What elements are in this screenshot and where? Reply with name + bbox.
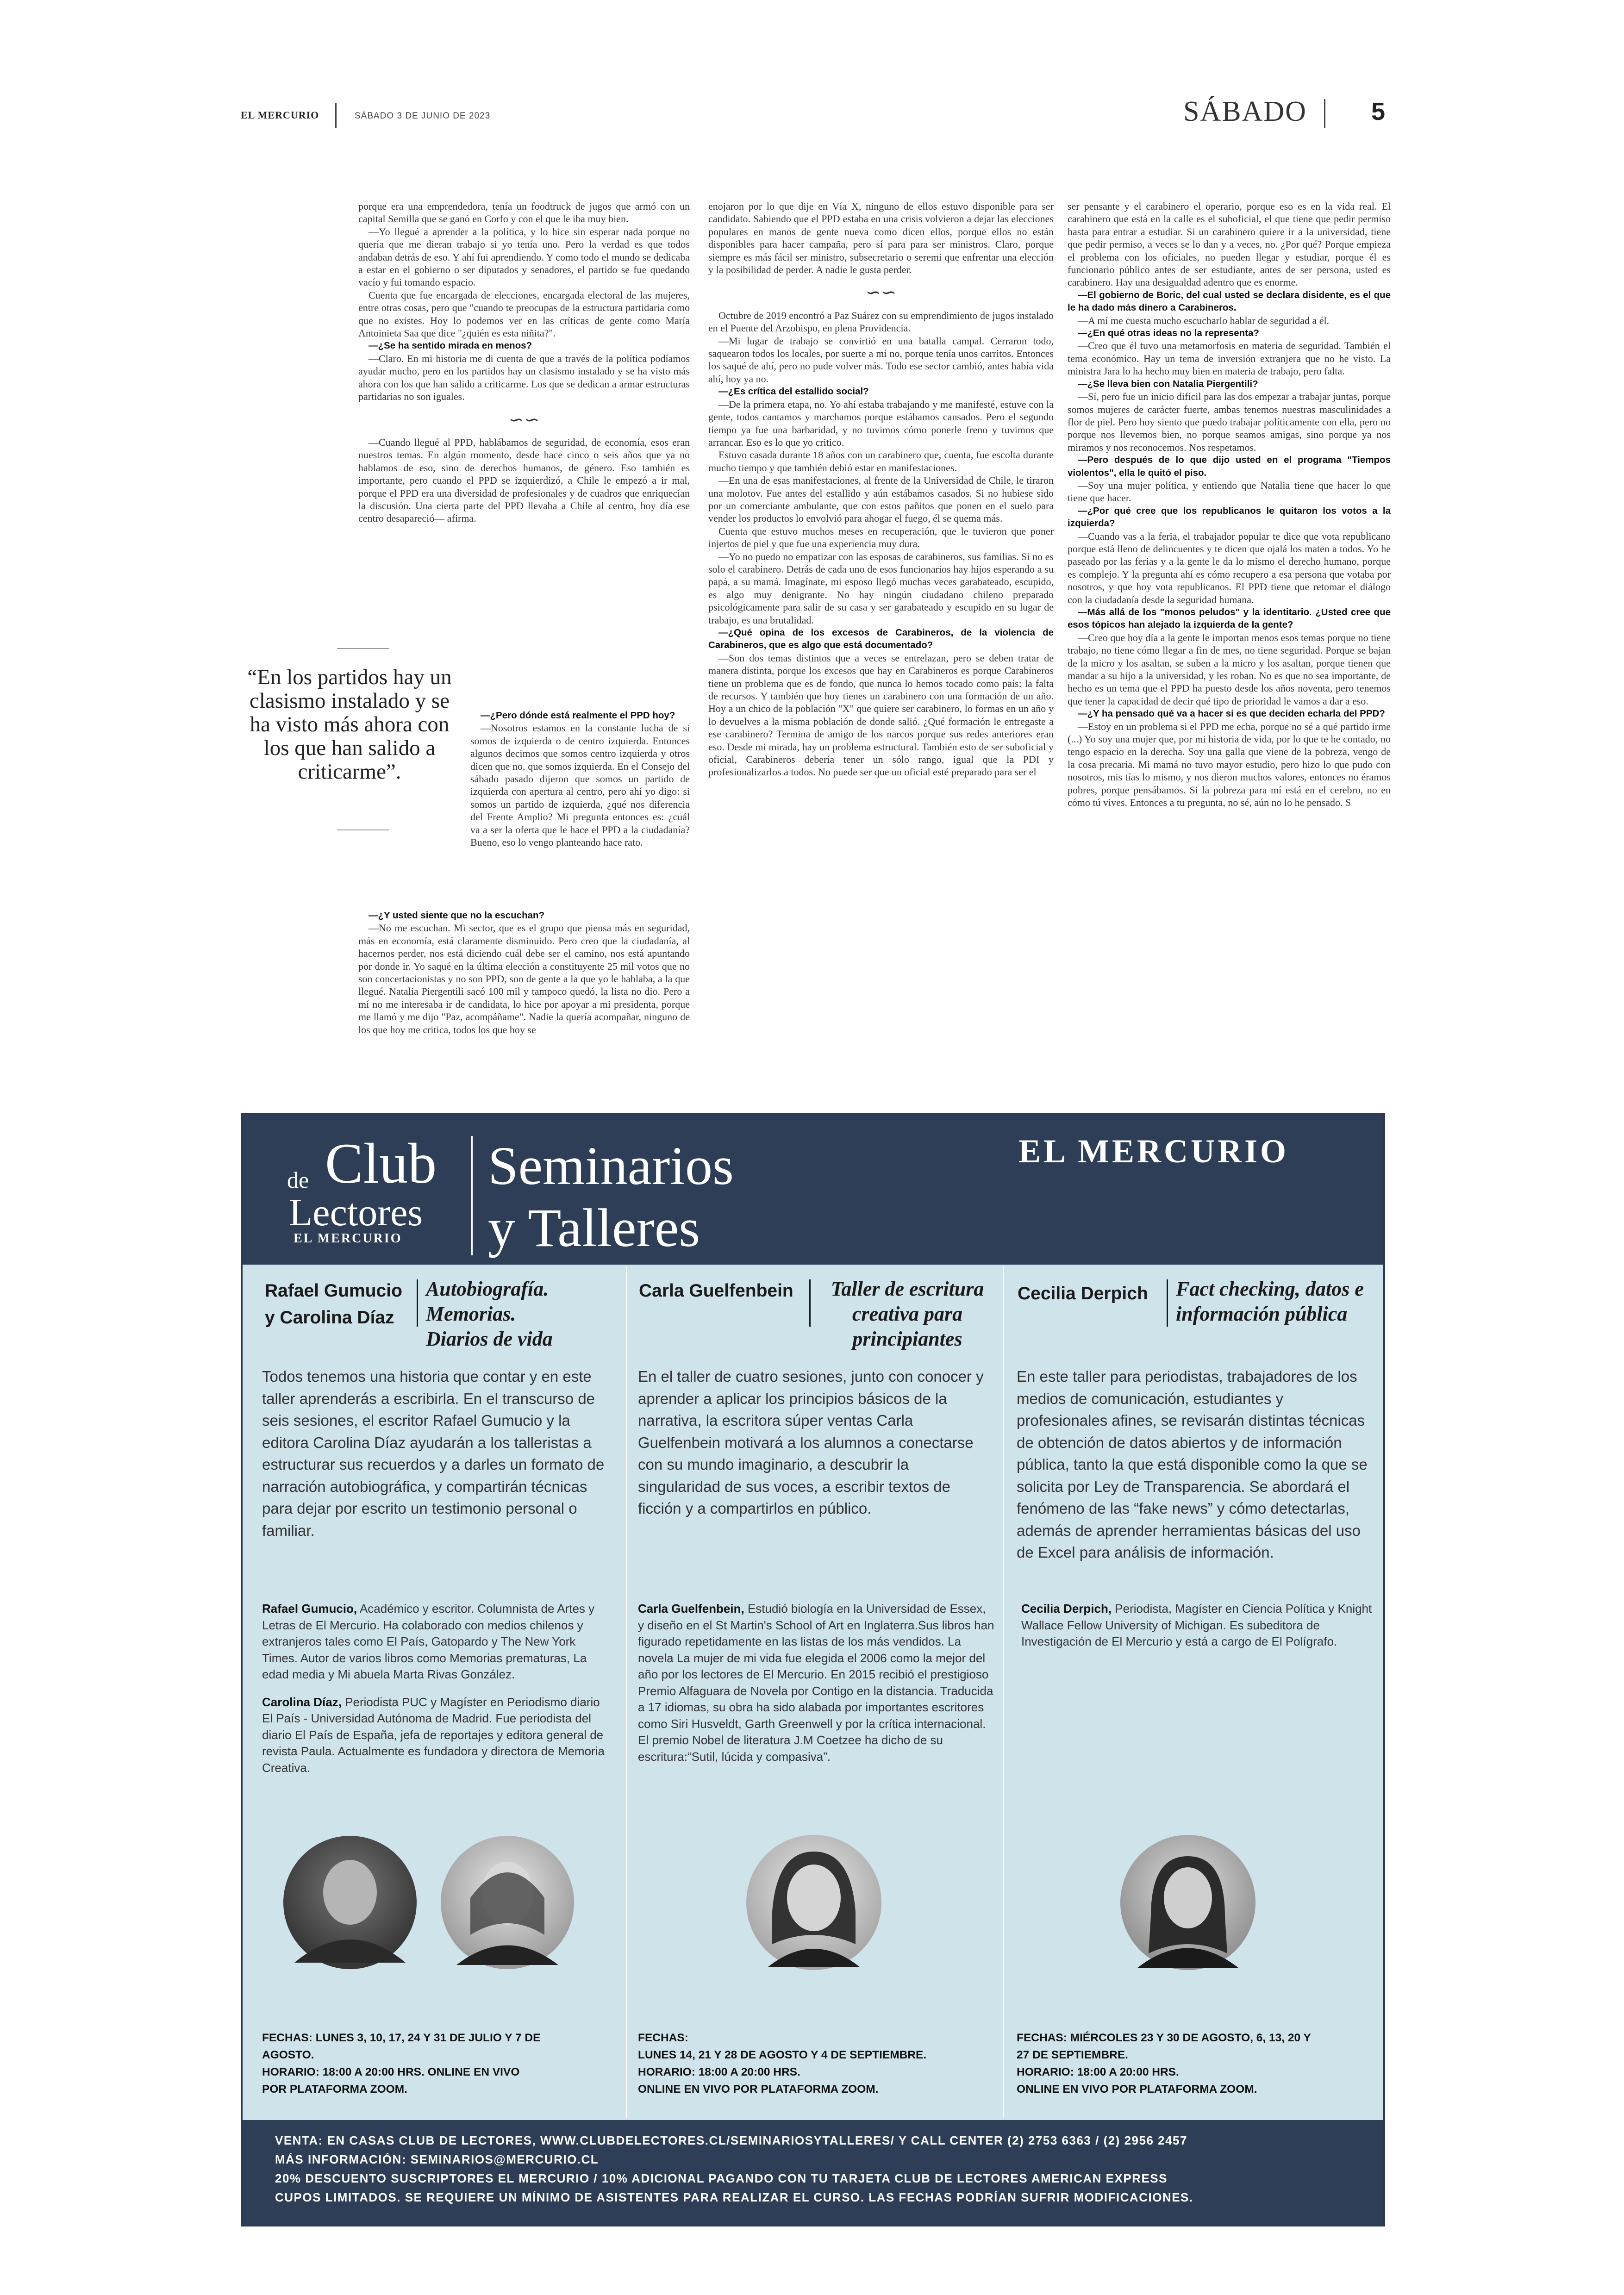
page-number: 5 [1371, 98, 1386, 125]
schedule-line: FECHAS: LUNES 3, 10, 17, 24 Y 31 DE JULIO Y 7 DE [262, 2032, 541, 2044]
workshop-title-line: Taller de escritura [831, 1278, 984, 1300]
instructor-name: Cecilia Derpich [1018, 1284, 1148, 1303]
section-name: SÁBADO [1183, 96, 1307, 127]
paragraph: —Cuando llegué al PPD, hablábamos de seguridad, de economía, esos eran nuestros temas. En algún momento, desde hace cinco o seis años que ya no hablamos de eso, sino de derechos humanos, de género. Eso también es importante, pero cuando el PPD se izquierdizó, a Chile le empezó a ir mal, porque el PPD era una diversidad de profesionales y de cuadros que enriquecían la discusión. Una cierta parte del PPD llevaba a Chile al centro, hoy día ese centro desapareció— afirma. [358, 436, 690, 524]
instructor-bio: Cecilia Derpich, Periodista, Magíster en Ciencia Política y Knight Wallace Fellow University of Michigan. Es subeditora de Investigación de El Mercurio y está a cargo de El Polígrafo. [1021, 1602, 1372, 1648]
paragraph: —Nosotros estamos en la constante lucha de si somos de izquierda o de centro izquierda. Entonces algunos decimos que somos centro izquierda y otros dicen que no, que somos izquierda. En el Consejo del sábado pasado dijeron que somos un partido de izquierda con apertura al centro, pero ahí yo digo: si somos un partido de izquierda, ¿qué nos diferencia del Frente Amplio? Mi pregunta entonces es: ¿cuál va a ser la oferta que le hace el PPD a la ciudadanía? Bueno, eso lo vengo planteando hace rato. [470, 722, 690, 848]
interview-question: —¿Por qué cree que los republicanos le quitaron los votos a la izquierda? [1068, 505, 1391, 529]
workshop-3-photo [1118, 1833, 1257, 1972]
schedule-line: HORARIO: 18:00 A 20:00 HRS. [1017, 2066, 1179, 2078]
workshop-1-description: Todos tenemos una historia que contar y en este taller aprenderás a escribirla. En el transcurso de seis sesiones, el escritor Rafael Gumucio y la editora Carolina Díaz ayudarán a los talleristas a estructurar sus recuerdos y a darles un formato de narración autobiográfica, y compartirán técnicas para dejar por escrito un testimonio personal o familiar. [262, 1368, 605, 1539]
workshop-1-title [426, 1277, 553, 1352]
workshop-title-line: Diarios de vida [426, 1328, 553, 1350]
section-ornament-icon: ∽∽ [508, 409, 540, 430]
workshop-3-divider [1167, 1279, 1168, 1327]
article-column-3 [1068, 200, 1391, 809]
paragraph: enojaron por lo que dije en Vía X, ninguno de ellos estuvo disponible para ser candidato. Sabiendo que el PPD estaba en una crisis volvieron a dejar las elecciones populares en manos de gente nueva como dicen ellos, porque ellos no están disponibles para hacer campaña, pero sí para para ser ministros. Claro, porque siempre es más fácil ser ministro, subsecretario o seremi que enfrentar una elección y la posibilidad de perder. A nadie le gusta perder. [708, 200, 1054, 276]
workshop-title-line: Autobiografía. [426, 1278, 549, 1300]
paragraph: —Sí, pero fue un inicio difícil para las dos empezar a trabajar juntas, porque somos mujeres de carácter fuerte, ambas tenemos nuestras masculinidades a flor de piel. Pero hoy siento que puedo trabajar políticamente con ella, pero no porque nos llevemos bien, no porque seamos amigas, sino porque ya nos miramos y nos reconocemos. Nos respetamos. [1068, 391, 1391, 453]
paragraph: —Cuando vas a la feria, el trabajador popular te dice que vota republicano porque está lleno de delincuentes y te dicen que ojalá los maten a todos. Yo he paseado por las ferias y a la gente le da lo mismo el derecho humano, porque es complejo. Y la pregunta ahí es cómo recupero a esa persona que votaba por nosotros, y que hoy vota republicanos. El PPD tiene que retomar el diálogo con la ciudadanía desde la seguridad humana. [1068, 530, 1391, 605]
ad-header-divider [471, 1136, 473, 1255]
interview-question: —Pero después de lo que dijo usted en el programa "Tiempos violentos", ella le quitó el piso. [1068, 455, 1391, 478]
paragraph: —De la primera etapa, no. Yo ahí estaba trabajando y me manifesté, estuve con la gente, todos cantamos y marchamos porque estábamos cansados. Pero el segundo tiempo ya fue una barbaridad, y no tuvimos cómo ponerle freno y tuvimos que arrancar. Eso es lo que yo critico. [708, 398, 1054, 448]
schedule-line: FECHAS: MIÉRCOLES 23 Y 30 DE AGOSTO, 6, 13, 20 Y [1017, 2032, 1311, 2044]
paragraph: Estuvo casada durante 18 años con un carabinero que, cuenta, fue escolta durante mucho tiempo y que también debió estar en manifestaciones. [708, 449, 1054, 474]
interview-question: —¿Pero dónde está realmente el PPD hoy? [481, 710, 675, 721]
interview-question: —¿Y ha pensado qué va a hacer si es que deciden echarla del PPD? [1078, 708, 1385, 719]
workshop-1-bios [262, 1601, 614, 1787]
workshop-title-line: principiantes [852, 1328, 962, 1350]
paragraph: —Yo llegué a aprender a la política, y lo hice sin esperar nada porque no quería que me dieran trabajo si yo tenía uno. Pero la verdad es que todos andaban detrás de eso. Y ahí fui aprendiendo. Y como todo el mundo se dedicaba a estar en el gobierno o ser diputados y senadores, el partido se fue quedando vacío y fui tomando espacio. [358, 225, 690, 288]
workshop-3-schedule [1017, 2029, 1378, 2098]
ad-column-divider [626, 1266, 627, 2118]
footer-line: VENTA: EN CASAS CLUB DE LECTORES, WWW.CLUBDELECTORES.CL/SEMINARIOSYTALLERES/ Y CALL CENTER (2) 2753 6363 / (2) 2956 2457 [275, 2133, 1187, 2147]
club-logo-de: de [287, 1167, 309, 1193]
section-ornament-icon: ∽∽ [865, 282, 897, 303]
interview-question: —¿Qué opina de los excesos de Carabineros, de la violencia de Carabineros, que es algo que está documentado? [708, 627, 1054, 651]
club-logo-lectores: Lectores [289, 1191, 423, 1234]
workshop-3-instructor [1018, 1280, 1148, 1307]
schedule-line: LUNES 14, 21 Y 28 DE AGOSTO Y 4 DE SEPTIEMBRE. [638, 2049, 927, 2061]
club-logo-el-mercurio: EL MERCURIO [294, 1231, 402, 1246]
paragraph: —Soy una mujer política, y entiendo que Natalia tiene que hacer lo que tiene que hacer. [1068, 479, 1391, 504]
ad-footer-info [275, 2131, 1358, 2207]
footer-line: 20% DESCUENTO SUSCRIPTORES EL MERCURIO / 10% ADICIONAL PAGANDO CON TU TARJETA CLUB DE LECTORES AMERICAN EXPRESS [275, 2171, 1168, 2185]
paragraph: —A mí me cuesta mucho escucharlo hablar de seguridad a él. [1078, 314, 1330, 326]
paragraph: —Mi lugar de trabajo se convirtió en una batalla campal. Cerraron todo, saquearon todos los locales, por suerte a mí no, porque tenía unos carritos. Entonces los saqué de ahí, pero no pude volver más. Todo ese sector cambió, antes había vida ahí, hoy ya no. [708, 335, 1054, 385]
interview-question: —El gobierno de Boric, del cual usted se declara disidente, es el que le ha dado más dinero a Carabineros. [1068, 289, 1391, 313]
portrait-photo-icon [262, 1833, 614, 1972]
paragraph: —Estoy en un problema si el PPD me echa, porque no sé a qué partido irme (...) Yo soy una mujer que, por mi historia de vida, por lo que te he contado, no tengo espacio en la derecha. Soy una galla que viene de la pobreza, vengo de la cosa precaria. Mi mamá no tuvo mayor estudio, pero hizo lo que pudo con nosotros, mis tías lo mismo, y nos dieron muchos valores, entonces no éramos pobres, porque pensábamos. Si la pobreza para mí está en el cerebro, no en cómo tú vives. Entonces a tu pregunta, no sé, aún no lo he pensado. S [1068, 720, 1391, 809]
paragraph: Cuenta que estuvo muchos meses en recuperación, que le tuvieron que poner injertos de piel y que fue una experiencia muy dura. [708, 525, 1054, 550]
instructor-name: y Carolina Díaz [265, 1308, 394, 1328]
workshop-1-schedule [262, 2029, 623, 2098]
workshop-3-title [1176, 1277, 1364, 1327]
instructor-name: Carla Guelfenbein [639, 1281, 793, 1301]
schedule-line: ONLINE EN VIVO POR PLATAFORMA ZOOM. [1017, 2083, 1257, 2095]
club-logo-club: Club [325, 1132, 437, 1195]
paragraph: —Creo que hoy día a la gente le importan menos esos temas porque no tiene trabajo, no tiene cómo llegar a fin de mes, no tiene seguridad. Porque se bajan de la micro y los asaltan, se suben a la micro y los asaltan, porque tienen que mandar a su hijo a la universidad, y les roban. No es que no sea importante, de hecho es un tema que el PPD ha puesto desde los años noventa, pero tenemos que tener la capacidad de decir qué tipo de prioridad le vamos a dar a eso. [1068, 631, 1391, 707]
paragraph: ser pensante y el carabinero el operario, porque eso es en la vida real. El carabinero que está en la calle es el suboficial, el que tiene que pedir permiso hasta para entrar a estudiar. Si un carabinero quiere ir a la universidad, tiene que pedir permiso, a veces se lo dan y a veces, no. ¿Por qué? Porque empieza el problema con los oficiales, no pueden llegar y estudiar, porque él es funcionario público antes de ser estudiante, antes de ser persona, usted es carabinero. Hay una desigualdad adentro que es enorme. [1068, 200, 1391, 288]
interview-question: —¿En qué otras ideas no la representa? [1078, 328, 1259, 339]
schedule-line: 27 DE SEPTIEMBRE. [1017, 2049, 1128, 2061]
pullquote: “En los partidos hay un clasismo instalado y se ha visto más ahora con los que han salido a criticarme”. [247, 665, 452, 784]
portrait-photo-icon [1118, 1833, 1257, 1972]
article-column-1-lower [470, 709, 690, 848]
interview-question: —¿Se lleva bien con Natalia Piergentili? [1078, 378, 1258, 389]
instructor-bio: Rafael Gumucio, Académico y escritor. Columnista de Artes y Letras de El Mercurio. Ha colaborado con medios chilenos y extranjeros tales como El País, Gatopardo y The New York Times. Autor de varios libros como Memorias prematuras, La edad media y Mi abuela Marta Rivas González. [262, 1602, 595, 1681]
paragraph: Cuenta que fue encargada de elecciones, encargada electoral de las mujeres, entre otras cosas, pero que "cuando te preocupas de la estructura partidaria como que no existes. Hoy lo podemos ver en las críticas de gente como María Antoinieta Saa que dice "¿quién es esta niñita?". [358, 289, 690, 339]
header-divider-right [1324, 99, 1325, 128]
article-column-1 [358, 200, 690, 525]
workshop-title-line: Fact checking, datos e [1176, 1278, 1364, 1300]
header-divider [335, 103, 337, 128]
el-mercurio-logo: EL MERCURIO [1018, 1133, 1289, 1170]
schedule-line: ONLINE EN VIVO POR PLATAFORMA ZOOM. [638, 2083, 879, 2095]
footer-line: CUPOS LIMITADOS. SE REQUIERE UN MÍNIMO DE ASISTENTES PARA REALIZAR EL CURSO. LAS FECHAS PODRÍAN SUFRIR MODIFICACIONES. [275, 2190, 1193, 2204]
article-column-2 [708, 200, 1054, 779]
workshop-2-schedule [638, 2029, 999, 2098]
interview-question: —¿Y usted siente que no la escuchan? [369, 910, 545, 921]
instructor-bio: Carolina Díaz, Periodista PUC y Magíster en Periodismo diario El País - Universidad Autónoma de Madrid. Fue periodista del diario El País de España, jefa de reportajes y editora general de revista Paula. Actualmente es fundadora y directora de Memoria Creativa. [262, 1695, 605, 1775]
ad-column-divider [1003, 1266, 1004, 2118]
workshop-2-divider [809, 1279, 811, 1327]
paragraph: —Claro. En mi historia me di cuenta de que a través de la política podíamos ayudar mucho, pero en los partidos hay un clasismo instalado y se ha visto más ahora con los que han salido a criticarme. Los que se dedican a armar estructuras partidarias no son iguales. [358, 352, 690, 403]
interview-question: —¿Es crítica del estallido social? [718, 386, 869, 397]
workshop-title-line: información pública [1176, 1303, 1348, 1325]
paragraph: —Son dos temas distintos que a veces se entrelazan, pero se deben tratar de manera distinta, porque los excesos que hay en Carabineros es porque Carabineros tiene un problema que es de fondo, que nunca lo hemos tocado como país: la falta de recursos. Y también que hoy tienes un carabinero con una formación de un año. Hoy a un chico de la población "X" que quiere ser carabinero, lo formas en un año y lo devuelves a la misma población de donde salió. ¿Qué formación le entregaste a ese carabinero? Termina de amigo de los narcos porque sus redes anteriores eran eso. Desde mi mirada, hay un problema estructural. También esto de ser suboficial y oficial, Carabineros debería tener un sólo rango, igual que la PDI y profesionalizarlos a todos. No puede ser que un oficial esté preparado para ser el [708, 652, 1054, 778]
schedule-line: HORARIO: 18:00 A 20:00 HRS. [638, 2066, 800, 2078]
ad-title [488, 1135, 734, 1259]
workshop-3-bios [1021, 1601, 1373, 1661]
workshop-title-line: Memorias. [426, 1303, 516, 1325]
issue-date: SÁBADO 3 DE JUNIO DE 2023 [355, 111, 491, 121]
workshop-2-bios [638, 1601, 994, 1776]
instructor-bio: Carla Guelfenbein, Estudió biología en la Universidad de Essex, y diseño en el St Martin's School of Art en Inglaterra.Sus libros han figurado repetidamente en las listas de los más vendidos. La novela La mujer de mi vida fue elegida el 2006 como la mejor del año por los lectores de El Mercurio. En 2015 recibió el prestigioso Premio Alfaguara de Novela por Contigo en la distancia. Traducida a 17 idiomas, su obra ha sido alabada por importantes escritores como Siri Husveldt, Garth Greenwell y por la crítica internacional. El premio Nobel de literatura J.M Coetzee ha dicho de su escritura:“Sutil, lúcida y compasiva”. [638, 1602, 994, 1764]
pullquote-rule [337, 648, 389, 649]
article-column-1-end [358, 909, 690, 1036]
workshop-2-instructor [639, 1278, 793, 1304]
schedule-line: AGOSTO. [262, 2049, 314, 2061]
workshop-2-photo [744, 1833, 883, 1972]
footer-line: MÁS INFORMACIÓN: SEMINARIOS@MERCURIO.CL [275, 2152, 599, 2166]
paragraph: —Yo no puedo no empatizar con las esposas de carabineros, sus familias. Si no es solo el carabinero. Detrás de cada uno de esos funcionarios hay hijos esperando a su papá, a su mamá. Imagínate, mi esposo llegó muchas veces garabateado, escupido, es algo muy denigrante. No hay ningún ciudadano chileno preparado psicológicamente para salir de su casa y ser garabateado y escupido en su lugar de trabajo, es una brutalidad. [708, 550, 1054, 626]
paragraph: —No me escuchan. Mi sector, que es el grupo que piensa más en seguridad, más en economía, está claramente disminuido. Pero creo que la ciudadanía, al hacernos perder, nos está diciendo cuál debe ser el camino, nos está apuntando por donde ir. Yo saqué en la última elección a constituyente 25 mil votos que no son concertacionistas y no son PPD, son de gente a la que yo le hablaba, a la que llegué. Natalia Piergentili sacó 100 mil y tampoco quedó, la lista no dio. Pero a mí no me interesaba ir de candidata, lo hice por apoyar a mi presidenta, porque me llamó y me dijo "Paz, acompáñame". Nadie la quería acompañar, ninguno de los que hoy me critica, todos los que hoy se [358, 922, 690, 1035]
paragraph: —Creo que él tuvo una metamorfosis en materia de seguridad. También el tema económico. Hay un tema de inversión extranjera que no he visto. La ministra Jara lo ha hecho muy bien en materia de trabajo, pero falta. [1068, 340, 1391, 377]
ad-title-line-2: y Talleres [488, 1197, 700, 1258]
masthead-brand: EL MERCURIO [241, 109, 319, 121]
portrait-photo-icon [744, 1833, 883, 1972]
workshop-1-instructors [265, 1278, 402, 1331]
workshop-3-description: En este taller para periodistas, trabajadores de los medios de comunicación, estudiantes y profesionales afines, se revisarán distintas técnicas de obtención de datos abiertos y de información pública, tanto la que está disponible como la que se solicita por Ley de Transparencia. Se abordará el fenómeno de las “fake news” y cómo detectarlas, además de aprender herramientas básicas del uso de Excel para análisis de información. [1017, 1368, 1368, 1561]
instructor-name: Rafael Gumucio [265, 1281, 402, 1301]
paragraph: Octubre de 2019 encontró a Paz Suárez con su emprendimiento de jugos instalado en el Puente del Arzobispo, en plena Providencia. [708, 309, 1054, 334]
ad-title-line-1: Seminarios [488, 1135, 734, 1196]
workshop-1-photos [262, 1833, 614, 1972]
schedule-line: HORARIO: 18:00 A 20:00 HRS. ONLINE EN VIVO [262, 2066, 520, 2078]
schedule-line: POR PLATAFORMA ZOOM. [262, 2083, 407, 2095]
paragraph: —En una de esas manifestaciones, al frente de la Universidad de Chile, le tiraron una molotov. Fue antes del estallido y aún estábamos casados. Si no hubiese sido por un comerciante ambulante, que con estos pañitos que ponen en el suelo para vender los productos lo envolvió para ahogar el fuego, él se quema más. [708, 474, 1054, 524]
paragraph: porque era una emprendedora, tenía un foodtruck de jugos que armó con un capital Semilla que se ganó en Corfo y con el que le iba muy bien. [358, 200, 690, 225]
workshop-1-divider [417, 1279, 418, 1327]
interview-question: —¿Se ha sentido mirada en menos? [369, 340, 532, 351]
workshop-title-line: creativa para [852, 1303, 963, 1325]
schedule-line: FECHAS: [638, 2032, 688, 2044]
workshop-2-title [819, 1277, 995, 1352]
interview-question: —Más allá de los "monos peludos" y la identitario. ¿Usted cree que esos tópicos han alejado la izquierda de la gente? [1068, 607, 1391, 630]
workshop-2-description: En el taller de cuatro sesiones, junto con conocer y aprender a aplicar los principios básicos de la narrativa, la escritora súper ventas Carla Guelfenbein motivará a los alumnos a conectarse con su mundo imaginario, a descubrir la singularidad de sus voces, a escribir textos de ficción y a compartirlos en público. [638, 1368, 984, 1517]
pullquote-rule [337, 829, 389, 830]
